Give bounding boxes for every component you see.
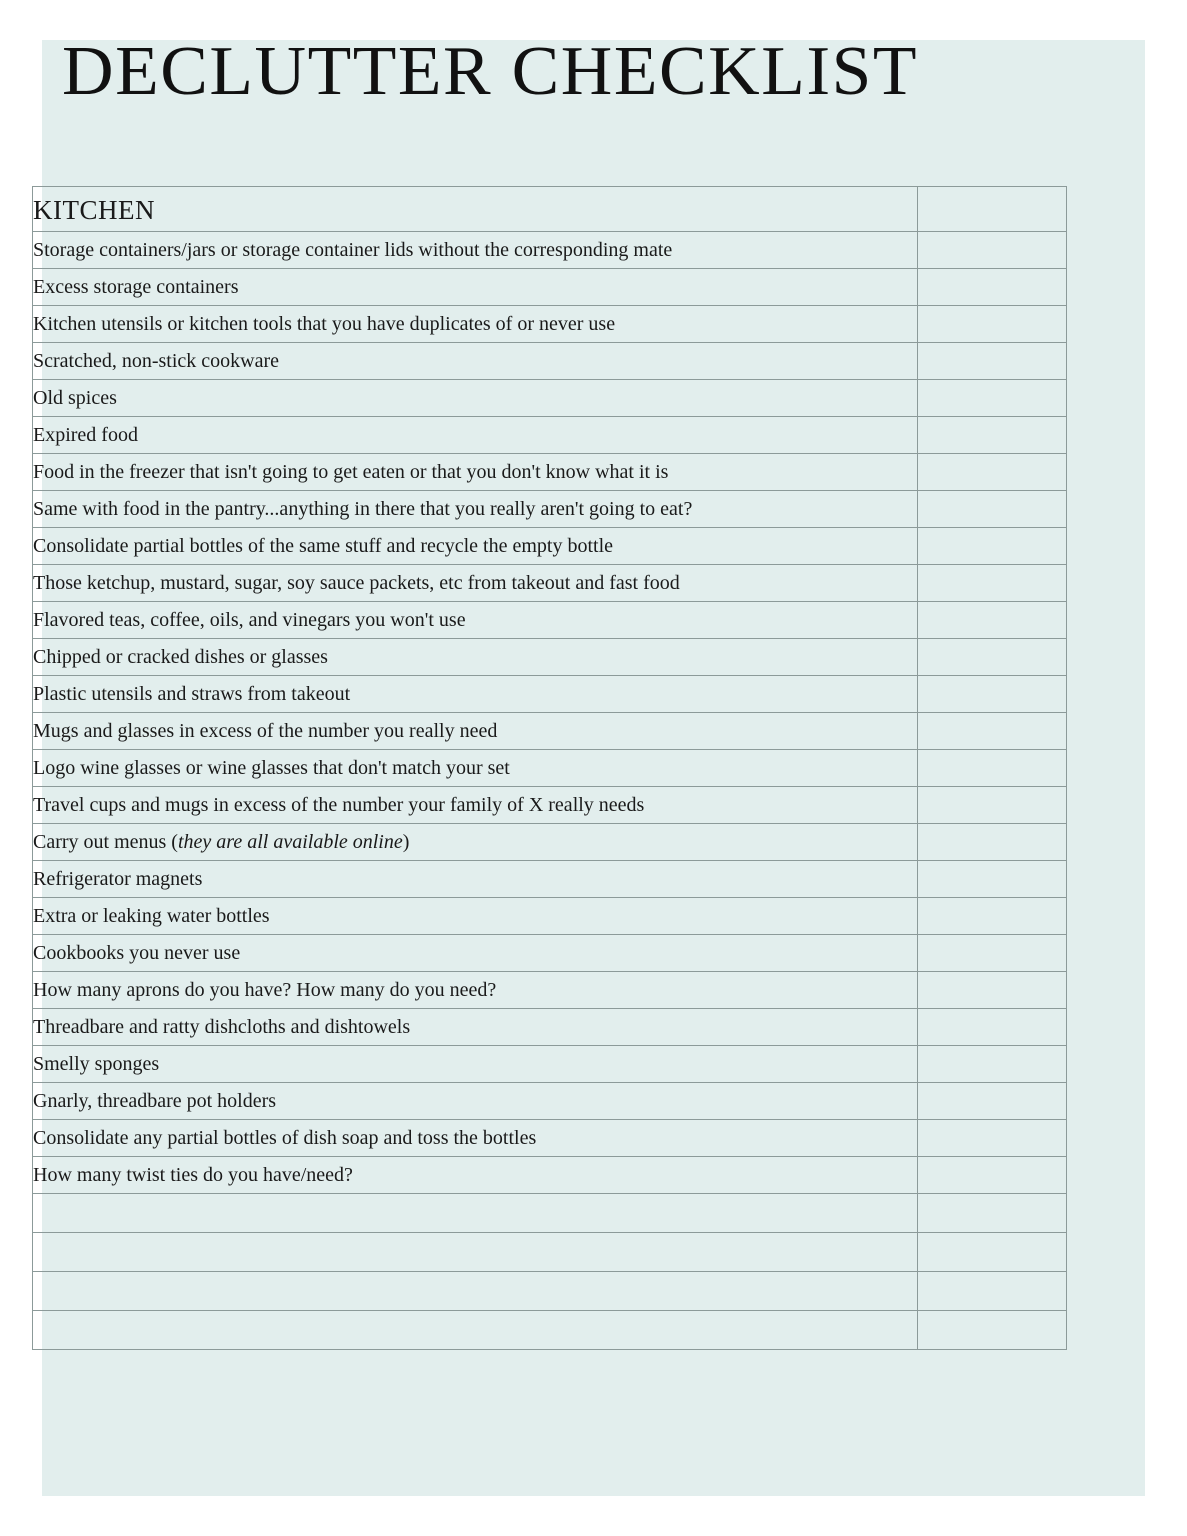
table-row — [33, 676, 1067, 713]
section-heading: KITCHEN — [33, 187, 918, 232]
checklist-item-label: Those ketchup, mustard, sugar, soy sauce packets, etc from takeout and fast food — [33, 565, 918, 602]
checklist-item-label: Consolidate any partial bottles of dish soap and toss the bottles — [33, 1120, 918, 1157]
checkbox-cell[interactable] — [918, 787, 1067, 824]
page-title: DECLUTTER CHECKLIST — [62, 33, 919, 110]
checklist-item-label: Same with food in the pantry...anything in there that you really aren't going to eat? — [33, 491, 918, 528]
blank-item-field[interactable] — [33, 1272, 918, 1311]
table-row — [33, 232, 1067, 269]
checkbox-cell[interactable] — [918, 417, 1067, 454]
carry-out-suffix: ) — [402, 831, 410, 853]
checklist-item-label: Food in the freezer that isn't going to get eaten or that you don't know what it is — [33, 454, 918, 491]
table-row — [33, 1046, 1067, 1083]
checkbox-cell[interactable] — [918, 1272, 1067, 1311]
checklist-item-label: Travel cups and mugs in excess of the number your family of X really needs — [33, 787, 918, 824]
checkbox-cell[interactable] — [918, 713, 1067, 750]
checkbox-cell[interactable] — [918, 1046, 1067, 1083]
table-row — [33, 491, 1067, 528]
checklist-item-label-mixed — [33, 824, 918, 861]
carry-out-italic: they are all available online — [177, 831, 403, 853]
table-row — [33, 639, 1067, 676]
checkbox-cell[interactable] — [918, 565, 1067, 602]
checklist-item-label: Extra or leaking water bottles — [33, 898, 918, 935]
table-row — [33, 898, 1067, 935]
checklist-item-label: How many aprons do you have? How many do you need? — [33, 972, 918, 1009]
checkbox-cell[interactable] — [918, 861, 1067, 898]
table-row — [33, 972, 1067, 1009]
checkbox-cell[interactable] — [918, 602, 1067, 639]
checkbox-cell[interactable] — [918, 380, 1067, 417]
table-row — [33, 787, 1067, 824]
table-row-section — [33, 187, 1067, 232]
checkbox-cell[interactable] — [918, 491, 1067, 528]
checkbox-cell[interactable] — [918, 1009, 1067, 1046]
blank-item-field[interactable] — [33, 1311, 918, 1350]
checkbox-cell[interactable] — [918, 676, 1067, 713]
table-row — [33, 380, 1067, 417]
checkbox-cell[interactable] — [918, 1120, 1067, 1157]
carry-out-prefix: Carry out menus ( — [33, 831, 178, 853]
table-row — [33, 713, 1067, 750]
table-row — [33, 1120, 1067, 1157]
checklist-table — [32, 186, 1067, 1350]
checklist-item-label: Cookbooks you never use — [33, 935, 918, 972]
table-row — [33, 1157, 1067, 1194]
table-row — [33, 861, 1067, 898]
checklist-item-label: Storage containers/jars or storage container lids without the corresponding mate — [33, 232, 918, 269]
checkbox-cell[interactable] — [918, 1233, 1067, 1272]
checklist-item-label: Refrigerator magnets — [33, 861, 918, 898]
checklist-item-label: Excess storage containers — [33, 269, 918, 306]
checkbox-cell[interactable] — [918, 1311, 1067, 1350]
checkbox-cell[interactable] — [918, 269, 1067, 306]
checkbox-cell[interactable] — [918, 454, 1067, 491]
table-row-blank — [33, 1194, 1067, 1233]
table-row — [33, 1009, 1067, 1046]
blank-item-field[interactable] — [33, 1233, 918, 1272]
checkbox-cell[interactable] — [918, 639, 1067, 676]
table-row — [33, 454, 1067, 491]
checklist-item-label: Gnarly, threadbare pot holders — [33, 1083, 918, 1120]
checklist-item-label: Flavored teas, coffee, oils, and vinegars you won't use — [33, 602, 918, 639]
checklist-item-label: Old spices — [33, 380, 918, 417]
checklist-item-label: Mugs and glasses in excess of the number you really need — [33, 713, 918, 750]
table-row-blank — [33, 1233, 1067, 1272]
checkbox-cell[interactable] — [918, 232, 1067, 269]
checklist-item-label: Chipped or cracked dishes or glasses — [33, 639, 918, 676]
table-row-blank — [33, 1311, 1067, 1350]
table-row — [33, 565, 1067, 602]
table-row — [33, 417, 1067, 454]
checklist-item-label: Smelly sponges — [33, 1046, 918, 1083]
table-row — [33, 343, 1067, 380]
table-row — [33, 750, 1067, 787]
table-row — [33, 269, 1067, 306]
checklist-item-label: Expired food — [33, 417, 918, 454]
blank-item-field[interactable] — [33, 1194, 918, 1233]
checkbox-cell[interactable] — [918, 750, 1067, 787]
checklist-item-label: Plastic utensils and straws from takeout — [33, 676, 918, 713]
section-checkbox-cell[interactable] — [918, 187, 1067, 232]
checkbox-cell[interactable] — [918, 1194, 1067, 1233]
table-row-blank — [33, 1272, 1067, 1311]
checklist-item-label: Logo wine glasses or wine glasses that don't match your set — [33, 750, 918, 787]
checklist-item-label: Kitchen utensils or kitchen tools that you have duplicates of or never use — [33, 306, 918, 343]
checkbox-cell[interactable] — [918, 1157, 1067, 1194]
table-row — [33, 528, 1067, 565]
checkbox-cell[interactable] — [918, 528, 1067, 565]
checklist-item-label: How many twist ties do you have/need? — [33, 1157, 918, 1194]
checkbox-cell[interactable] — [918, 306, 1067, 343]
checklist-item-label: Threadbare and ratty dishcloths and dishtowels — [33, 1009, 918, 1046]
checklist-item-label: Scratched, non-stick cookware — [33, 343, 918, 380]
checkbox-cell[interactable] — [918, 343, 1067, 380]
checkbox-cell[interactable] — [918, 972, 1067, 1009]
checkbox-cell[interactable] — [918, 824, 1067, 861]
checkbox-cell[interactable] — [918, 935, 1067, 972]
table-row-carry-out-menus — [33, 824, 1067, 861]
checklist-table-wrapper — [32, 186, 1067, 1350]
table-row — [33, 1083, 1067, 1120]
table-row — [33, 602, 1067, 639]
checkbox-cell[interactable] — [918, 1083, 1067, 1120]
table-row — [33, 306, 1067, 343]
checklist-body — [33, 187, 1067, 1350]
checklist-item-label: Consolidate partial bottles of the same stuff and recycle the empty bottle — [33, 528, 918, 565]
checkbox-cell[interactable] — [918, 898, 1067, 935]
table-row — [33, 935, 1067, 972]
